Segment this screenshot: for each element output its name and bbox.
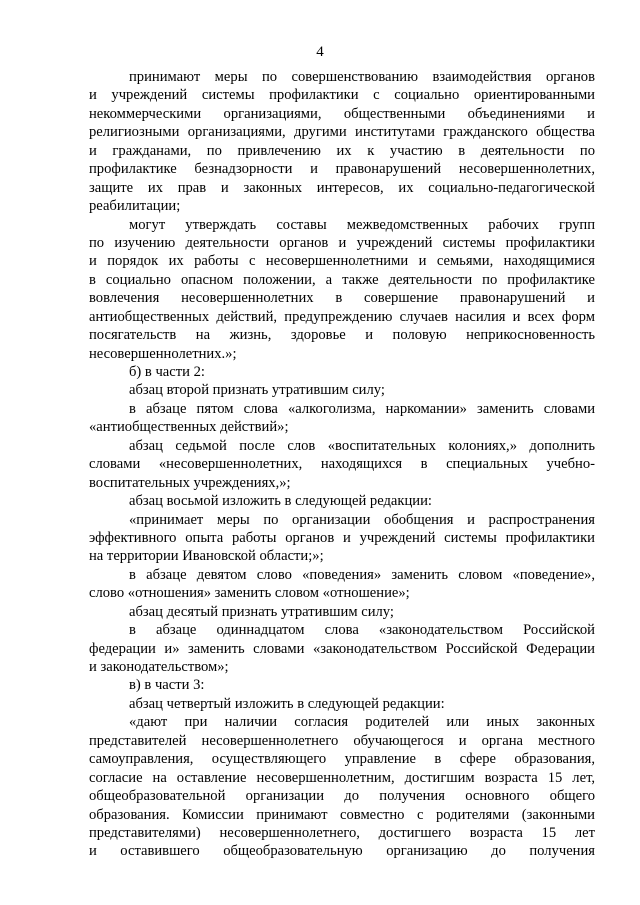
text-line: и учреждений системы профилактики с социально ориентированными	[89, 87, 595, 104]
text-line: вовлечения несовершеннолетних в совершение правонарушений и	[89, 290, 595, 307]
text-line: и гражданами, по привлечению их к участию в деятельности по	[89, 142, 595, 159]
page-number: 4	[316, 44, 324, 60]
text-line: общеобразовательной организации до получения основного общего	[89, 788, 595, 805]
text-line: принимают меры по совершенствованию взаимодействия органов	[129, 69, 595, 85]
text-line: в абзаце одиннадцатом слова «законодательством Российской	[129, 622, 595, 639]
text-line: абзац четвертый изложить в следующей редакции:	[129, 695, 445, 712]
text-line: словами «несовершеннолетних, находящихся в специальных учебно-	[89, 456, 595, 473]
text-line: могут утверждать составы межведомственных рабочих групп	[129, 216, 595, 233]
text-line: согласие на оставление несовершеннолетним, достигшим возраста 15 лет,	[89, 769, 595, 786]
text-line: в абзаце пятом слова «алкоголизма, наркомании» заменить словами	[129, 400, 595, 417]
text-line: в социально опасном положении, а также деятельности по профилактике	[89, 271, 595, 288]
text-line: некоммерческими организациями, общественными объединениями и	[89, 105, 595, 122]
text-line: и законодательством»;	[89, 659, 229, 675]
text-line: абзац второй признать утратившим силу;	[129, 382, 385, 399]
text-line: посягательств на жизнь, здоровье и половую неприкосновенность	[89, 327, 595, 344]
text-line: в) в части 3:	[129, 677, 205, 694]
text-line: представителей несовершеннолетнего обучающегося и органа местного	[89, 732, 595, 749]
text-line: воспитательных учреждениях,»;	[89, 474, 291, 491]
text-line: защите их прав и законных интересов, их социально-педагогической	[89, 179, 595, 196]
text-line: абзац седьмой после слов «воспитательных колониях,» дополнить	[129, 437, 595, 454]
text-line: эффективного опыта работы органов и учреждений системы профилактики	[89, 529, 595, 546]
text-line: несовершеннолетних.»;	[89, 345, 237, 362]
text-line: слово «отношения» заменить словом «отношение»;	[89, 585, 410, 602]
text-line: по изучению деятельности органов и учреждений системы профилактики	[89, 234, 595, 251]
text-line: антиобщественных действий, предупреждению случаев насилия и всех форм	[89, 308, 595, 325]
text-line: в абзаце девятом слово «поведения» заменить словом «поведение»,	[129, 566, 595, 583]
text-line: и порядок их работы с несовершеннолетними и семьями, находящимися	[89, 253, 595, 270]
text-line: профилактике безнадзорности и правонарушений несовершеннолетних,	[89, 161, 595, 178]
text-line: «принимает меры по организации обобщения и распространения	[129, 511, 595, 528]
text-line: представителями) несовершеннолетнего, достигшего возраста 15 лет	[89, 824, 595, 841]
text-line: б) в части 2:	[129, 364, 205, 380]
text-line: реабилитации;	[89, 198, 181, 215]
text-line: федерации и» заменить словами «законодательством Российской Федерации	[89, 640, 595, 657]
text-line: религиозными организациями, другими институтами гражданского общества	[89, 124, 595, 141]
text-line: на территории Ивановской области;»;	[89, 548, 324, 565]
text-line: абзац восьмой изложить в следующей редакции:	[129, 493, 432, 510]
text-line: «дают при наличии согласия родителей или иных законных	[129, 714, 595, 731]
text-line: образования. Комиссии принимают совместно с родителями (законными	[89, 806, 595, 823]
document-body	[89, 68, 595, 861]
text-line: «антиобщественных действий»;	[89, 419, 289, 436]
text-line: и оставившего общеобразовательную организацию до получения	[89, 843, 595, 860]
text-line: абзац десятый признать утратившим силу;	[129, 603, 394, 620]
text-line: самоуправления, осуществляющего управление в сфере образования,	[89, 751, 595, 768]
